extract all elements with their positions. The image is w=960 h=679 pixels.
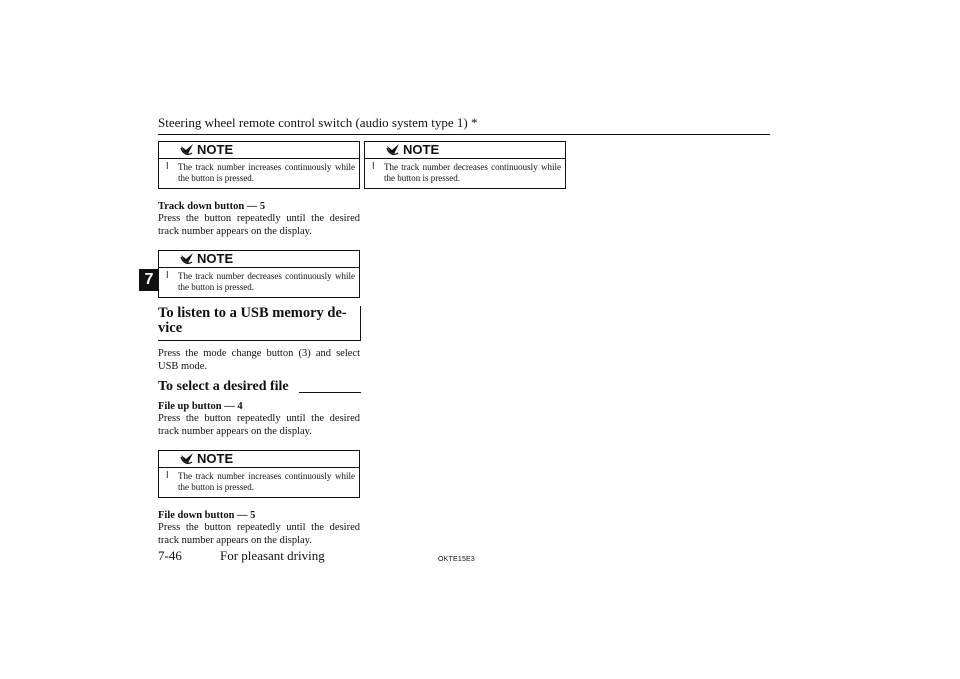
note-header — [159, 451, 359, 468]
note-header — [159, 142, 359, 159]
footer-section-title: For pleasant driving — [220, 548, 325, 563]
usb-section-heading: To listen to a USB memory de-vice — [158, 305, 347, 336]
note-text: The track number increases continuously while the button is pressed. — [178, 471, 355, 492]
note-label: NOTE — [197, 451, 234, 466]
note-text: The track number increases continuously while the button is pressed. — [178, 162, 355, 183]
note-icon — [180, 453, 194, 465]
file-down-text: Press the button repeatedly until the desired track number appears on the display. — [158, 522, 360, 546]
footer-page-number: 7-46 — [158, 548, 182, 563]
bullet-icon: l — [166, 162, 169, 172]
note-icon — [180, 144, 194, 156]
note-body — [159, 468, 359, 497]
note-text: The track number decreases continuously while the button is pressed. — [384, 162, 561, 183]
chapter-tab: 7 — [139, 269, 159, 291]
note-label: NOTE — [197, 142, 234, 157]
page-header-title: Steering wheel remote control switch (audio system type 1) * — [158, 115, 478, 130]
note-box — [158, 450, 360, 498]
usb-heading-rule — [158, 340, 361, 341]
file-down-heading: File down button — 5 — [158, 510, 256, 521]
track-down-text: Press the button repeatedly until the desired track number appears on the display. — [158, 213, 360, 237]
bullet-icon: l — [166, 471, 169, 481]
file-section-heading: To select a desired file — [158, 379, 289, 394]
bullet-icon: l — [166, 271, 169, 281]
usb-heading-rule-vertical — [360, 306, 361, 340]
footer-doc-code: OKTE15E3 — [438, 556, 476, 563]
note-icon — [386, 144, 400, 156]
note-box — [364, 141, 566, 189]
note-body — [159, 159, 359, 188]
track-down-heading: Track down button — 5 — [158, 201, 266, 212]
note-body — [365, 159, 565, 188]
note-icon — [180, 253, 194, 265]
note-box — [158, 250, 360, 298]
note-label: NOTE — [403, 142, 440, 157]
bullet-icon: l — [372, 162, 375, 172]
usb-text: Press the mode change button (3) and select USB mode. — [158, 348, 360, 372]
note-header — [365, 142, 565, 159]
note-label: NOTE — [197, 251, 234, 266]
file-up-heading: File up button — 4 — [158, 401, 243, 412]
file-heading-rule — [299, 392, 361, 393]
file-up-text: Press the button repeatedly until the desired track number appears on the display. — [158, 413, 360, 437]
note-text: The track number decreases continuously while the button is pressed. — [178, 271, 355, 292]
header-rule — [158, 134, 770, 135]
note-header — [159, 251, 359, 268]
note-box — [158, 141, 360, 189]
note-body — [159, 268, 359, 297]
